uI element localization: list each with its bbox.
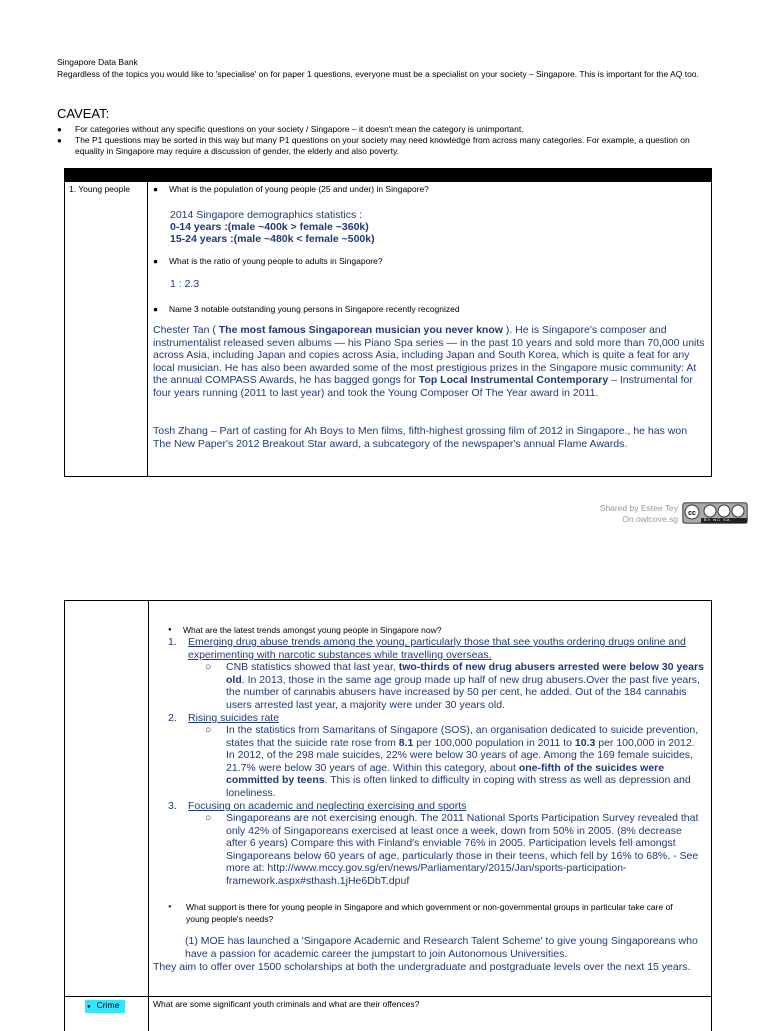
demographics-block bbox=[170, 209, 700, 245]
circle-bullet-icon: ○ bbox=[205, 724, 212, 736]
document-title: Singapore Data Bank bbox=[57, 57, 138, 67]
moe-scheme-text: (1) MOE has launched a 'Singapore Academic and Research Talent Scheme' to give young Singaporeans who have a passion for academic career the jumpstart to join Autonomous Universities. bbox=[185, 935, 698, 960]
bullet-icon: ● bbox=[57, 125, 62, 134]
bullet-icon: ● bbox=[168, 904, 172, 910]
shared-by-text: Shared by Estee Tey bbox=[599, 503, 678, 513]
category-cell: 1. Young people bbox=[69, 184, 130, 194]
intro-text: Regardless of the topics you would like to 'specialise' on for paper 1 questions, everyone must be a specialist on your society – Singapore. This is important for the AQ too. bbox=[57, 69, 699, 79]
question-notable-persons: ● Name 3 notable outstanding young persons in Singapore recently recognized bbox=[153, 304, 460, 314]
trends-table bbox=[64, 600, 712, 1031]
bullet-icon: ● bbox=[168, 627, 172, 633]
trend-3-title: Focusing on academic and neglecting exercising and sports bbox=[188, 800, 467, 812]
trend-3-detail: ○ Singaporeans are not exercising enough. The 2011 National Sports Participation Survey revealed that only 42% of Singaporeans exercised at least once a week, down from 50% in 2005. (8% decrease after 6 years) Compare this with Finland's enviable 76% in 2005. Participation levels fell amongst Singaporeans below 60 years of age, particularly those in their teens, which fell by 16% to 68%. - See more at: http://www.mccy.gov.sg/en/news/Parliamentary/2015/Jan/sports-participation-framework.aspx#sthash.1jHe6DbT.dpuf bbox=[205, 812, 699, 887]
trend-2-detail: ○ In the statistics from Samaritans of Singapore (SOS), an organisation dedicated to suicide prevention, states that the suicide rate rose from 8.1 per 100,000 population in 2011 to 10.3 per 100,000 in 2012. In 2012, of the 298 male suicides, 22% were below 30 years of age. Among the 169 female suicides, 21.7% were below 30 years of age. Within this category, about one-fifth of the suicides were committed by teens. This is often linked to difficulty in coping with stress as well as depression and loneliness. bbox=[205, 724, 699, 799]
license-label: BY NC SA bbox=[704, 517, 731, 522]
scholarships-text: They aim to offer over 1500 scholarships at both the undergraduate and postgraduate levels over the next 15 years. bbox=[153, 961, 691, 973]
question-trends: ● What are the latest trends amongst young people in Singapore now? bbox=[168, 625, 442, 635]
site-text: On owlcove.sg bbox=[622, 514, 678, 524]
circle-bullet-icon: ○ bbox=[205, 812, 212, 824]
row-divider bbox=[65, 996, 711, 997]
attribution bbox=[560, 503, 678, 525]
demographics-line-1: 0-14 years :(male ~400k > female ~360k) bbox=[170, 221, 369, 233]
question-crime: What are some significant youth criminals and what are their offences? bbox=[153, 999, 420, 1009]
caveat-heading: CAVEAT: bbox=[57, 106, 110, 121]
table-header-bar bbox=[65, 169, 711, 182]
tosh-zhang-paragraph: Tosh Zhang – Part of casting for Ah Boys to Men films, fifth-highest grossing film of 2012 in Singapore., he has won The New Paper's 2012 Breakout Star award, a subcategory of the newspaper's annual Flame Awards. bbox=[153, 425, 688, 450]
demographics-line-2: 15-24 years :(male ~480k < female ~500k) bbox=[170, 233, 375, 245]
circle-bullet-icon: ○ bbox=[205, 661, 212, 673]
column-divider bbox=[148, 601, 149, 1031]
bullet-icon: ● bbox=[57, 136, 62, 145]
trend-1-detail: ○ CNB statistics showed that last year, two-thirds of new drug abusers arrested were below 30 years old. In 2013, those in the same age group made up half of new drug abusers.Over the past five years, the number of cannabis abusers have increased by 50 per cent, he added. Out of the 184 cannabis users arrested last year, a majority were under 30 years old. bbox=[205, 661, 704, 711]
question-support: ● What support is there for young people in Singapore and which government or non-governmental groups in particular take care of young people's needs? bbox=[168, 902, 673, 924]
ratio-answer: 1 : 2.3 bbox=[170, 278, 200, 290]
chester-tan-paragraph: Chester Tan ( The most famous Singaporean musician you never know ). He is Singapore's composer and instrumentalist released seven albums — his Piano Spa series — in the past 10 years and sold more than 70,000 units across Asia, including Japan and copies across Asia, including Japan and South Korea, which is quite a feat for any local musician. He has also been awarded some of the most prestigious prizes in the Singapore music community: At the annual COMPASS Awards, he has bagged gongs for Top Local Instrumental Contemporary – Instrumental for four years running (2011 to last year) and took the Young Composer Of The Year award in 2011. bbox=[153, 324, 705, 399]
bullet-icon: ● bbox=[153, 184, 159, 194]
crime-category-cell: ● Crime bbox=[85, 1000, 125, 1013]
bullet-icon: ● bbox=[153, 256, 159, 266]
trend-1 bbox=[168, 636, 698, 661]
column-divider bbox=[147, 182, 148, 476]
demographics-title: 2014 Singapore demographics statistics : bbox=[170, 209, 363, 221]
caveat-bullet: ● For categories without any specific questions on your society / Singapore – it doesn't mean the category is unimportant. bbox=[57, 124, 524, 134]
list-number: 3. bbox=[168, 800, 177, 812]
svg-text:cc: cc bbox=[688, 510, 696, 517]
caveat-bullet: ● The P1 questions may be sorted in this way but many P1 questions on your society may need knowledge from across many categories. For example, a question on equality in Singapore may require a discussion of gender, the elderly and also poverty. bbox=[57, 135, 690, 156]
trend-1-title: Emerging drug abuse trends among the young, particularly those that see youths ordering drugs online and experimenting with narcotic substances while travelling overseas. bbox=[188, 636, 686, 661]
bullet-icon: ● bbox=[87, 1004, 91, 1010]
question-population: ● What is the population of young people (25 and under) in Singapore? bbox=[153, 184, 429, 194]
caveat-list bbox=[57, 124, 717, 157]
list-number: 2. bbox=[168, 712, 177, 724]
young-people-table bbox=[64, 168, 712, 477]
list-number: 1. bbox=[168, 636, 177, 648]
bullet-icon: ● bbox=[153, 304, 159, 314]
question-ratio: ● What is the ratio of young people to adults in Singapore? bbox=[153, 256, 383, 266]
trend-2-title: Rising suicides rate bbox=[188, 712, 280, 724]
trend-2 bbox=[168, 712, 698, 725]
trend-3 bbox=[168, 800, 698, 813]
creative-commons-badge bbox=[682, 502, 748, 524]
